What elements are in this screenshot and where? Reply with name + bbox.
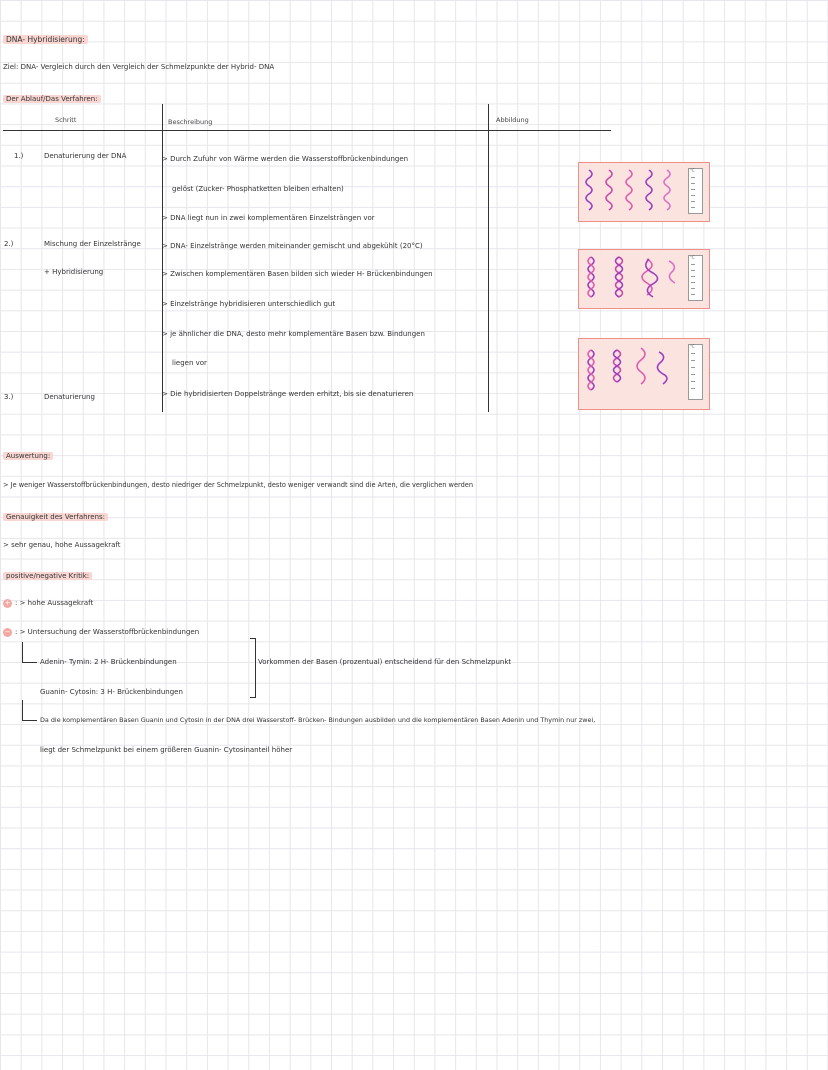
table-header-divider xyxy=(3,130,611,131)
dna-strands-figure xyxy=(579,168,689,218)
row-description-line: > DNA- Einzelstränge werden miteinander gemischt und abgekühlt (20°C) xyxy=(162,242,423,250)
row-description-line: > Die hybridisierten Doppelstränge werden erhitzt, bis sie denaturieren xyxy=(162,390,414,398)
thermometer-icon: °C xyxy=(688,168,703,214)
row-description-line: > je ähnlicher die DNA, desto mehr komplementäre Basen bzw. Bindungen xyxy=(162,330,425,338)
row-step: Denaturierung xyxy=(44,393,95,401)
at-pairing: Adenin- Tymin: 2 H- Brückenbindungen xyxy=(40,658,177,666)
accuracy-text: > sehr genau, hohe Aussagekraft xyxy=(3,541,121,549)
row-number: 1.) xyxy=(14,152,24,160)
positive-critique: + : > hohe Aussagekraft xyxy=(4,599,94,607)
dna-strands-figure xyxy=(579,344,689,404)
column-header-figure: Abbildung xyxy=(496,116,529,124)
arrow-icon xyxy=(22,642,37,663)
goal-text: Ziel: DNA- Vergleich durch den Vergleich der Schmelzpunkte der Hybrid- DNA xyxy=(3,63,275,71)
accuracy-heading: Genauigkeit des Verfahrens: xyxy=(3,513,108,522)
arrow-icon xyxy=(22,700,37,721)
column-header-description: Beschreibung xyxy=(168,118,213,126)
dna-strand xyxy=(586,170,592,210)
row-description-line: gelöst (Zucker- Phosphatketten bleiben erhalten) xyxy=(172,185,344,193)
evaluation-heading: Auswertung: xyxy=(3,452,53,461)
row-description-line: > Zwischen komplementären Basen bilden sich wieder H- Brückenbindungen xyxy=(162,270,433,278)
row-number: 2.) xyxy=(4,240,14,248)
row-description-line: liegen vor xyxy=(172,359,207,367)
evaluation-text: > Je weniger Wasserstoffbrückenbindungen, desto niedriger der Schmelzpunkt, desto weniger verwandt sind die Arten, die verglichen werden xyxy=(3,481,474,489)
thermometer-icon: °C xyxy=(688,344,703,400)
table-column-divider xyxy=(488,104,489,412)
table-column-divider xyxy=(162,104,163,412)
gc-pairing: Guanin- Cytosin: 3 H- Brückenbindungen xyxy=(40,688,183,696)
row-description-line: > Einzelstränge hybridisieren unterschiedlich gut xyxy=(162,300,336,308)
dna-strand xyxy=(606,170,612,210)
bracket xyxy=(250,638,256,698)
row-step-extra: + Hybridisierung xyxy=(44,268,104,276)
conclusion-line: liegt der Schmelzpunkt bei einem größeren Guanin- Cytosinanteil höher xyxy=(40,746,293,754)
plus-icon: + xyxy=(4,599,11,607)
conclusion-line: Da die komplementären Basen Guanin und Cytosin in der DNA drei Wasserstoff- Brücken- Bindungen ausbilden und die komplementären Basen Adenin und Thymin nur zwei, xyxy=(40,716,596,724)
procedure-heading: Der Ablauf/Das Verfahren: xyxy=(3,95,101,104)
figure-denaturation xyxy=(578,162,710,222)
figure-re-denaturation xyxy=(578,338,710,410)
column-header-step: Schritt xyxy=(55,116,77,124)
figure-hybridization xyxy=(578,249,710,309)
dna-strand xyxy=(626,170,632,210)
row-number: 3.) xyxy=(4,393,14,401)
dna-strands-figure xyxy=(579,255,689,305)
critique-heading: positive/negative Kritik: xyxy=(3,572,92,581)
thermometer-icon: °C xyxy=(688,255,703,301)
negative-critique: − : > Untersuchung der Wasserstoffbrückenbindungen xyxy=(4,628,200,636)
row-step: Mischung der Einzelstränge xyxy=(44,240,141,248)
dna-strand xyxy=(646,170,652,210)
row-step: Denaturierung der DNA xyxy=(44,152,127,160)
dna-strand xyxy=(664,170,670,210)
bracket-note: Vorkommen der Basen (prozentual) entscheidend für den Schmelzpunkt xyxy=(258,658,512,666)
row-description-line: > Durch Zufuhr von Wärme werden die Wasserstoffbrückenbindungen xyxy=(162,155,409,163)
row-description-line: > DNA liegt nun in zwei komplementären Einzelsträngen vor xyxy=(162,214,375,222)
page-title: DNA- Hybridisierung: xyxy=(3,35,88,44)
minus-icon: − xyxy=(4,628,11,636)
